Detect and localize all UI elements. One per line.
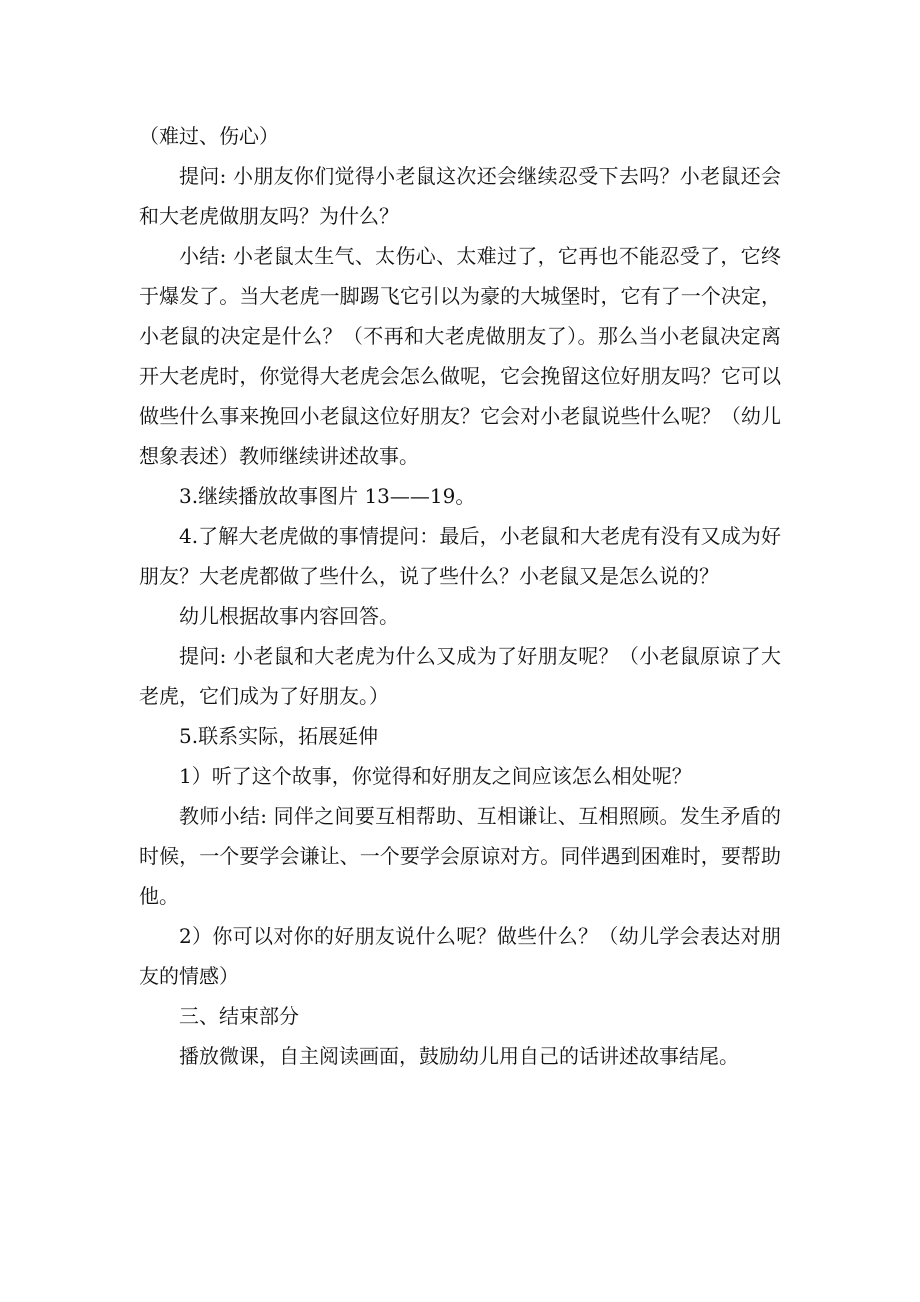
paragraph-question-2: 提问: 小老鼠和大老虎为什么又成为了好朋友呢？（小老鼠原谅了大老虎，它们成为了好朋友。）	[139, 644, 781, 708]
paragraph-children-answer: 幼儿根据故事内容回答。	[179, 604, 399, 628]
paragraph-summary-1: 小结: 小老鼠太生气、太伤心、太难过了，它再也不能忍受了，它终于爆发了。当大老虎一脚踢飞它引以为豪的大城堡时，它有了一个决定，小老鼠的决定是什么？（不再和大老虎做朋友了）。那么当小老鼠决定离开大老虎时，你觉得大老虎会怎么做呢，它会挽留这位好朋友吗？它可以做些什么事来挽回小老鼠这位好朋友？它会对小老鼠说些什么呢？（幼儿想象表述）教师继续讲述故事。	[139, 244, 781, 468]
document-body	[139, 116, 781, 1076]
paragraph-step-4: 4.了解大老虎做的事情提问：最后，小老鼠和大老虎有没有又成为好朋友？大老虎都做了些什么，说了些什么？小老鼠又是怎么说的？	[139, 524, 781, 588]
paragraph-opening-note: （难过、伤心）	[139, 124, 279, 148]
paragraph-step-5: 5.联系实际，拓展延伸	[179, 724, 379, 748]
paragraph-step-3: 3.继续播放故事图片 13——19。	[179, 484, 476, 508]
section-heading-ending: 三、结束部分	[179, 1004, 299, 1028]
paragraph-item-1: 1）听了这个故事，你觉得和好朋友之间应该怎么相处呢？	[179, 764, 692, 788]
paragraph-teacher-summary: 教师小结: 同伴之间要互相帮助、互相谦让、互相照顾。发生矛盾的时候，一个要学会谦让、一个要学会原谅对方。同伴遇到困难时，要帮助他。	[139, 804, 781, 908]
paragraph-item-2: 2）你可以对你的好朋友说什么呢？做些什么？（幼儿学会表达对朋友的情感）	[139, 924, 781, 988]
paragraph-ending: 播放微课，自主阅读画面，鼓励幼儿用自己的话讲述故事结尾。	[179, 1044, 739, 1068]
paragraph-question-1: 提问: 小朋友你们觉得小老鼠这次还会继续忍受下去吗？小老鼠还会和大老虎做朋友吗？为什么？	[139, 164, 781, 228]
